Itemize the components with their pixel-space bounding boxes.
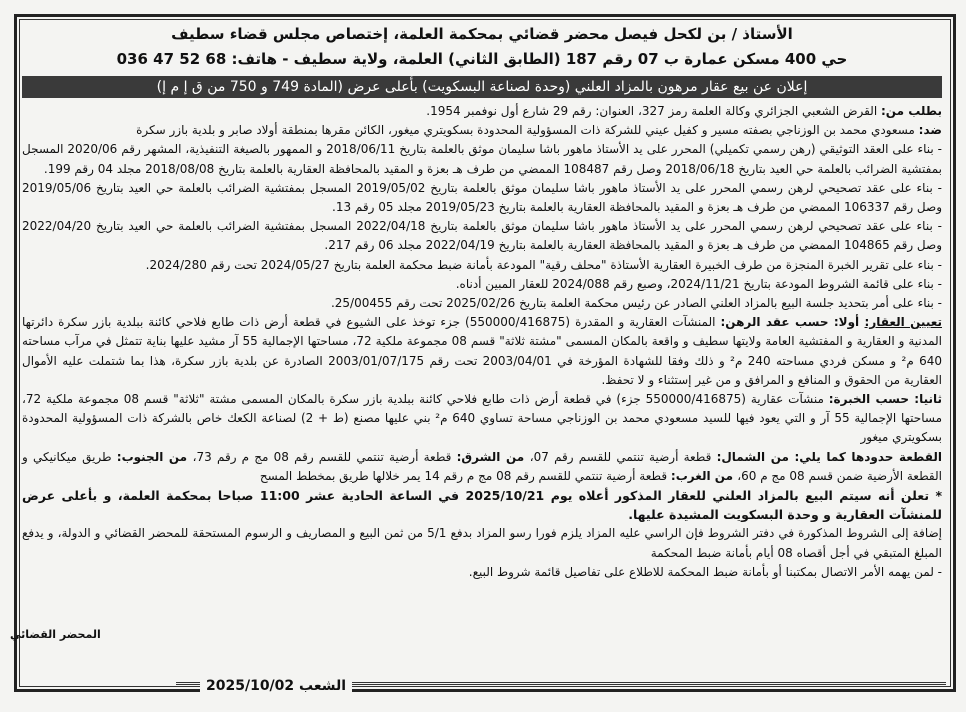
basis-paragraph-5: - بناء على قائمة الشروط المودعة بتاريخ 2024/11/21، وصبع رقم 2024/088 للعقار المبين أدناه. <box>455 276 942 291</box>
bailiff-name-line: الأستاذ / بن لكحل فيصل محضر قضائي بمحكمة العلمة، إختصاص مجلس قضاء سطيف <box>171 25 793 43</box>
property-designation-paragraph <box>22 313 942 390</box>
notice-title-banner: إعلان عن بيع عقار مرهون بالمزاد العلني (وحدة لصناعة البسكويت) بأعلى عرض (المادة 749 و 750 من ق إ م إ) <box>22 76 942 98</box>
notice-body <box>22 102 942 582</box>
basis-paragraph-6: - بناء على أمر بتحديد جلسة البيع بالمزاد العلني الصادر عن رئيس محكمة العلمة بتاريخ 2025/02/26 تحت رقم 25/00455. <box>330 296 942 311</box>
east-label: من الشرق: <box>456 449 530 464</box>
contact-note: - لمن يهمه الأمر الاتصال بمكتبنا أو بأمانة ضبط المحكمة للاطلاع على تفاصيل قائمة شروط البيع. <box>468 564 942 579</box>
south-text: طريق ميكانيكي و القطعة الأرضية ضمن قسم 08 مج م 60، <box>22 449 942 483</box>
basis-paragraph-3: - بناء على عقد تصحيحي لرهن رسمي المحرر على يد الأستاذ ماهور باشا سليمان موثق بالعلمة بتاريخ 2022/04/18 المسجل بمفتشية الضرائب بالعلمة حي العيد بتاريخ 2022/04/20 وصل رقم 104865 الممضي من طرف هـ بعزة و المقيد بالمحافظة العقارية بالعلمة بتاريخ 2022/04/19 مجلد 06 رقم 217. <box>22 219 942 253</box>
per-expertise-paragraph <box>22 390 942 448</box>
basis-paragraph-2: - بناء على عقد تصحيحي لرهن رسمي المحرر على يد الأستاذ ماهور باشا سليمان موثق بالعلمة بتاريخ 2019/05/02 المسجل بمفتشية الضرائب بالعلمة حي العيد بتاريخ 2019/05/06 وصل رقم 106337 الممضي من طرف هـ بعزة و المقيد بالمحافظة العقارية بالعلمة بتاريخ 2019/05/23 مجلد 05 رقم 13. <box>22 180 942 215</box>
publication-footer <box>0 678 966 702</box>
bailiff-signature: المحضر القضائي <box>10 628 101 641</box>
per-expertise-label: ثانيا: حسب الخبرة: <box>828 392 942 407</box>
east-text: قطعة أرضية تنتمي للقسم رقم 08 مج م رقم 73، <box>192 449 457 464</box>
boundaries-paragraph <box>22 448 942 486</box>
south-label: من الجنوب: <box>116 449 193 464</box>
payment-terms: إضافة إلى الشروط المذكورة في دفتر الشروط فإن الراسي عليه المزاد يلزم فورا رسو المزاد بدفع 5/1 من ثمن البيع و المصاريف و الرسوم المستحقة للمحضر القضائي و الدولة، و يدفع المبلغ المتبقي في أجل أقصاه 08 أيام بأمانة ضبط المحكمة <box>22 526 942 560</box>
per-mortgage-text: المنشآت العقارية و المقدرة (550000/416875) جزء توخذ على الشيوع في قطعة أرض ذات طابع فلاحي كائنة ببلدية بازر سكرة دائرتها المدنية و العقارية و المفتشية العامة ولايتها سطيف و واقعة بالمكان المسمى "مشتة ثلاثة" قسم 08 مجموعة ملكية 72، مساحتها الإجمالية 55 آر مشيد عليها بناية تتمثل في مرآب مساحته 640 م² و مسكن فردي مساحته 240 م² و ذلك وفقا للشهادة المؤرخة في 2003/04/01 تحت رقم 2003/01/07/175 الصادرة عن بلدية بازر سكرة، هذا بما شتملت عليه الأموال العقارية من الحقوق و المنافع و المرافق و من غير إستثناء و لا تحفظ. <box>22 315 943 387</box>
bailiff-address-line: حي 400 مسكن عمارة ب 07 رقم 187 (الطابق الثاني) العلمة، ولاية سطيف - هاتف: 68 52 47 036 <box>116 50 848 68</box>
against-text: مسعودي محمد بن الوزناجي بصفته مسير و كفيل عيني للشركة ذات المسؤولية المحدودة بسكويتري ميغور، الكائن مقرها بمنطقة أولاد صابر و بلدية بازر سكرة <box>136 123 919 138</box>
requester-text: القرض الشعبي الجزائري وكالة العلمة رمز 327، العنوان: رقم 29 شارع أول نوفمبر 1954. <box>426 104 881 118</box>
west-label: من الغرب: <box>670 468 738 483</box>
requester-paragraph <box>22 102 942 121</box>
property-designation-label: تعيين العقار: <box>864 315 942 330</box>
basis-paragraph-4: - بناء على تقرير الخبرة المنجزة من طرف الخبيرة العقارية الأستاذة "محلف رقية" المودعة بأمانة ضبط محكمة العلمة بتاريخ 2024/05/27 تحت رقم 2024/280. <box>145 257 942 272</box>
against-label: ضد: <box>918 123 942 138</box>
publication-date: الشعب 2025/10/02 <box>200 678 352 694</box>
west-text: قطعة أرضية تنتمي للقسم رقم 08 مج م رقم 14 يمر خلالها طريق بمخطط المسح <box>259 468 671 483</box>
per-mortgage-label: أولا: حسب عقد الرهن: <box>720 315 865 330</box>
sale-announcement: * تعلن أنه سيتم البيع بالمزاد العلني للعقار المذكور أعلاه يوم 2025/10/21 في الساعة الحادية عشر 11:00 صباحا بمحكمة العلمة، و بأعلى عرض للمنشآت العقارية و وحدة البسكويت المشيدة عليها. <box>22 488 942 523</box>
requester-label: بطلب من: <box>880 104 942 118</box>
against-paragraph <box>22 121 942 140</box>
north-label: من الشمال: <box>716 449 795 464</box>
per-expertise-text: منشآت عقارية (550000/416875 جزء) في قطعة أرض ذات طابع فلاحي كائنة ببلدية بازر سكرة بالمكان المسمى مشتة "ثلاثة" قسم 08 مجموعة ملكية 72، مساحتها الإجمالية 55 آر و التي يعود فيها للسيد مسعودي محمد بن الوزناجي مساحة تساوي 640 م² بني عليها مصنع (ط + 2) لصناعة الكعك خاص بالشركة ذات المسؤولية المحدودة بسكويتري ميغور <box>22 392 943 445</box>
boundaries-label: القطعة حدودها كما يلي: <box>794 449 942 464</box>
basis-paragraph-1: - بناء على العقد التوثيقي (رهن رسمي تكميلي) المحرر على يد الأستاذ ماهور باشا سليمان موثق بالعلمة بتاريخ 2018/06/11 و الممهور بالصيغة التنفيذية، المشهر رقم 2020/06 المسجل بمفتشية الضرائب بالعلمة حي العيد بتاريخ 2018/06/18 وصل رقم 108487 الممضي من طرف هـ بعزة و المقيد بالمحافظة العقارية بالعلمة بتاريخ 2018/08/08 مجلد 04 رقم 199. <box>22 142 943 176</box>
legal-notice <box>22 22 942 678</box>
north-text: قطعة أرضية تنتمي للقسم رقم 07، <box>529 449 717 464</box>
